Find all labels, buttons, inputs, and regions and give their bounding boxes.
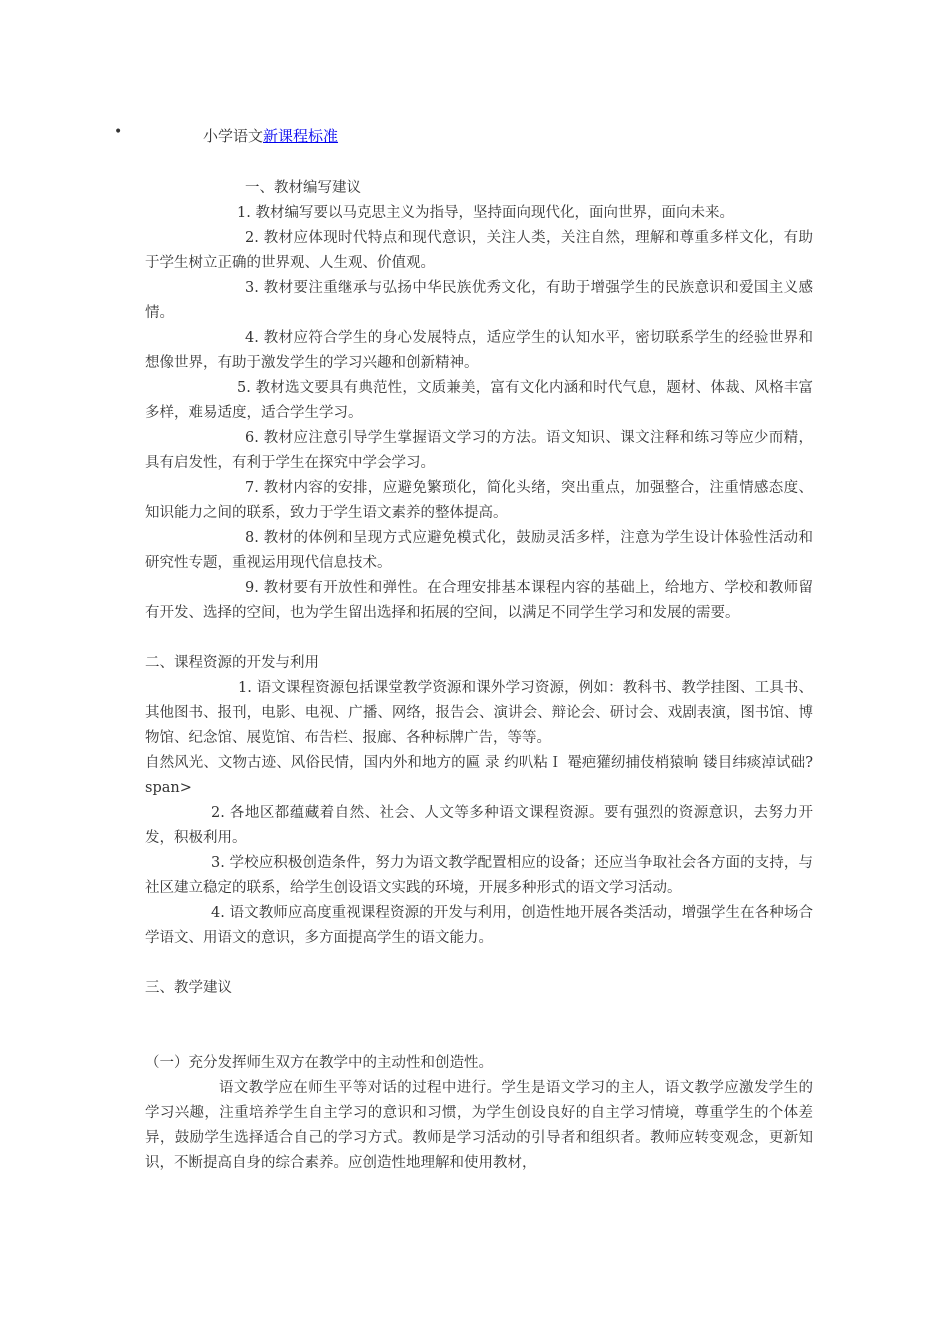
- paragraph: 4. 语文教师应高度重视课程资源的开发与利用，创造性地开展各类活动，增强学生在各种场合学语文、用语文的意识，多方面提高学生的语文能力。: [145, 905, 813, 946]
- sub-heading: （一）充分发挥师生双方在教学中的主动性和创造性。: [145, 1055, 493, 1071]
- section-heading: 二、课程资源的开发与利用: [145, 655, 319, 671]
- paragraph: 3. 教材要注重继承与弘扬中华民族优秀文化，有助于增强学生的民族意识和爱国主义感情。: [145, 280, 813, 321]
- paragraph: 5. 教材选文要具有典范性，文质兼美，富有文化内涵和时代气息，题材、体裁、风格丰富多样，难易适度，适合学生学习。: [145, 380, 813, 421]
- page-title: [203, 125, 338, 146]
- spacer: [145, 626, 813, 651]
- paragraph: 3. 学校应积极创造条件，努力为语文教学配置相应的设备；还应当争取社会各方面的支持，与社区建立稳定的联系，给学生创设语文实践的环境，开展多种形式的语文学习活动。: [145, 855, 813, 896]
- paragraph: 2. 教材应体现时代特点和现代意识，关注人类，关注自然，理解和尊重多样文化，有助于学生树立正确的世界观、人生观、价值观。: [145, 230, 813, 271]
- spacer: [145, 951, 813, 976]
- paragraph: 4. 教材应符合学生的身心发展特点，适应学生的认知水平，密切联系学生的经验世界和想像世界，有助于激发学生的学习兴趣和创新精神。: [145, 330, 813, 371]
- paragraph: 9. 教材要有开放性和弹性。在合理安排基本课程内容的基础上，给地方、学校和教师留有开发、选择的空间，也为学生留出选择和拓展的空间，以满足不同学生学习和发展的需要。: [145, 580, 813, 621]
- title-prefix: 小学语文: [203, 127, 264, 145]
- paragraph: 8. 教材的体例和呈现方式应避免模式化，鼓励灵活多样，注意为学生设计体验性活动和研究性专题，重视运用现代信息技术。: [145, 530, 813, 571]
- paragraph: 2. 各地区都蕴藏着自然、社会、人文等多种语文课程资源。要有强烈的资源意识，去努力开发，积极利用。: [145, 805, 813, 846]
- paragraph-garbled: 自然风光、文物古迹、风俗民情，国内外和地方的匾 录 约叭粘Ｉ 罨疤獾纫捕伎梢猿晌 镂目纬痰淖试础?span>: [145, 755, 813, 796]
- paragraph: 6. 教材应注意引导学生掌握语文学习的方法。语文知识、课文注释和练习等应少而精，具有启发性，有利于学生在探究中学会学习。: [145, 430, 813, 471]
- paragraph: 语文教学应在师生平等对话的过程中进行。学生是语文学习的主人，语文教学应激发学生的学习兴趣，注重培养学生自主学习的意识和习惯，为学生创设良好的自主学习情境，尊重学生的个体差异，鼓励学生选择适合自己的学习方式。教师是学习活动的引导者和组织者。教师应转变观念，更新知识，不断提高自身的综合素养。应创造性地理解和使用教材，: [145, 1080, 813, 1171]
- section-heading: 三、教学建议: [145, 980, 232, 996]
- spacer: [145, 1001, 813, 1051]
- section-heading: 一、教材编写建议: [245, 180, 361, 196]
- paragraph: 1. 语文课程资源包括课堂教学资源和课外学习资源，例如：教科书、教学挂图、工具书、其他图书、报刊，电影、电视、广播、网络，报告会、演讲会、辩论会、研讨会、戏剧表演，图书馆、博物馆、纪念馆、展览馆、布告栏、报廊、各种标牌广告，等等。: [145, 680, 813, 746]
- paragraph: 1. 教材编写要以马克思主义为指导，坚持面向现代化，面向世界，面向未来。: [237, 205, 734, 221]
- title-link[interactable]: 新课程标准: [263, 127, 339, 145]
- paragraph: 7. 教材内容的安排，应避免繁琐化，简化头绪，突出重点，加强整合，注重情感态度、知识能力之间的联系，致力于学生语文素养的整体提高。: [145, 480, 813, 521]
- document-body: [145, 176, 813, 1176]
- list-bullet: •: [114, 124, 123, 140]
